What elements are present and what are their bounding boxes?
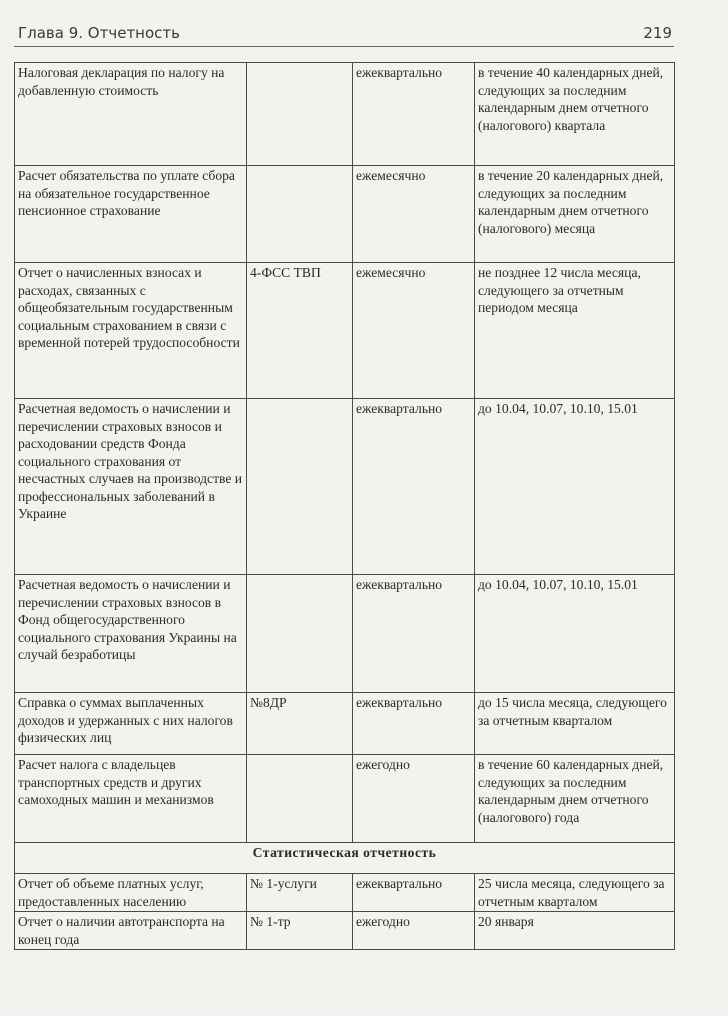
form-code-cell: [247, 399, 353, 575]
report-name-cell: Отчет о наличии автотранспорта на конец года: [15, 912, 247, 950]
chapter-title: Глава 9. Отчетность: [18, 24, 180, 42]
frequency-cell: ежеквартально: [353, 575, 475, 693]
table-row: [15, 399, 675, 575]
table-row: [15, 166, 675, 263]
reporting-table: [14, 62, 675, 950]
frequency-cell: ежеквартально: [353, 399, 475, 575]
frequency-cell: ежеквартально: [353, 693, 475, 755]
report-name-cell: Расчетная ведомость о начислении и перечислении страховых взносов в Фонд общегосударственного социального страхования Украины на случай безработицы: [15, 575, 247, 693]
report-name-cell: Отчет о начисленных взносах и расходах, связанных с общеобязательным государственным социальным страхованием в связи с временной потерей трудоспособности: [15, 263, 247, 399]
form-code-cell: 4-ФСС ТВП: [247, 263, 353, 399]
report-name-cell: Расчет обязательства по уплате сбора на обязательное государственное пенсионное страхование: [15, 166, 247, 263]
form-code-cell: № 1-услуги: [247, 874, 353, 912]
running-head: [14, 24, 674, 47]
table-row: [15, 63, 675, 166]
form-code-cell: [247, 166, 353, 263]
deadline-cell: до 15 числа месяца, следующего за отчетным кварталом: [475, 693, 675, 755]
report-name-cell: Отчет об объеме платных услуг, предоставленных населению: [15, 874, 247, 912]
frequency-cell: ежегодно: [353, 912, 475, 950]
table-row: [15, 575, 675, 693]
table-row: [15, 912, 675, 950]
report-name-cell: Расчет налога с владельцев транспортных средств и других самоходных машин и механизмов: [15, 755, 247, 843]
table-row: [15, 755, 675, 843]
frequency-cell: ежемесячно: [353, 166, 475, 263]
table-row: [15, 874, 675, 912]
form-code-cell: [247, 755, 353, 843]
report-name-cell: Налоговая декларация по налогу на добавленную стоимость: [15, 63, 247, 166]
frequency-cell: ежеквартально: [353, 874, 475, 912]
section-row: [15, 843, 675, 874]
form-code-cell: [247, 575, 353, 693]
form-code-cell: № 1-тр: [247, 912, 353, 950]
page-number: 219: [643, 24, 672, 42]
section-title: Статистическая отчетность: [15, 843, 675, 874]
deadline-cell: до 10.04, 10.07, 10.10, 15.01: [475, 575, 675, 693]
form-code-cell: №8ДР: [247, 693, 353, 755]
frequency-cell: ежеквартально: [353, 63, 475, 166]
table-row: [15, 263, 675, 399]
table-row: [15, 693, 675, 755]
deadline-cell: 20 января: [475, 912, 675, 950]
deadline-cell: в течение 40 календарных дней, следующих за последним календарным днем отчетного (налогового) квартала: [475, 63, 675, 166]
frequency-cell: ежемесячно: [353, 263, 475, 399]
form-code-cell: [247, 63, 353, 166]
deadline-cell: 25 числа месяца, следующего за отчетным кварталом: [475, 874, 675, 912]
deadline-cell: в течение 20 календарных дней, следующих за последним календарным днем отчетного (налогового) месяца: [475, 166, 675, 263]
report-name-cell: Расчетная ведомость о начислении и перечислении страховых взносов и расходовании средств Фонда социального страхования от несчастных случаев на производстве и профессиональных заболеваний в Украине: [15, 399, 247, 575]
deadline-cell: не позднее 12 числа месяца, следующего за отчетным периодом месяца: [475, 263, 675, 399]
frequency-cell: ежегодно: [353, 755, 475, 843]
deadline-cell: в течение 60 календарных дней, следующих за последним календарным днем отчетного (налогового) года: [475, 755, 675, 843]
deadline-cell: до 10.04, 10.07, 10.10, 15.01: [475, 399, 675, 575]
report-name-cell: Справка о суммах выплаченных доходов и удержанных с них налогов физических лиц: [15, 693, 247, 755]
